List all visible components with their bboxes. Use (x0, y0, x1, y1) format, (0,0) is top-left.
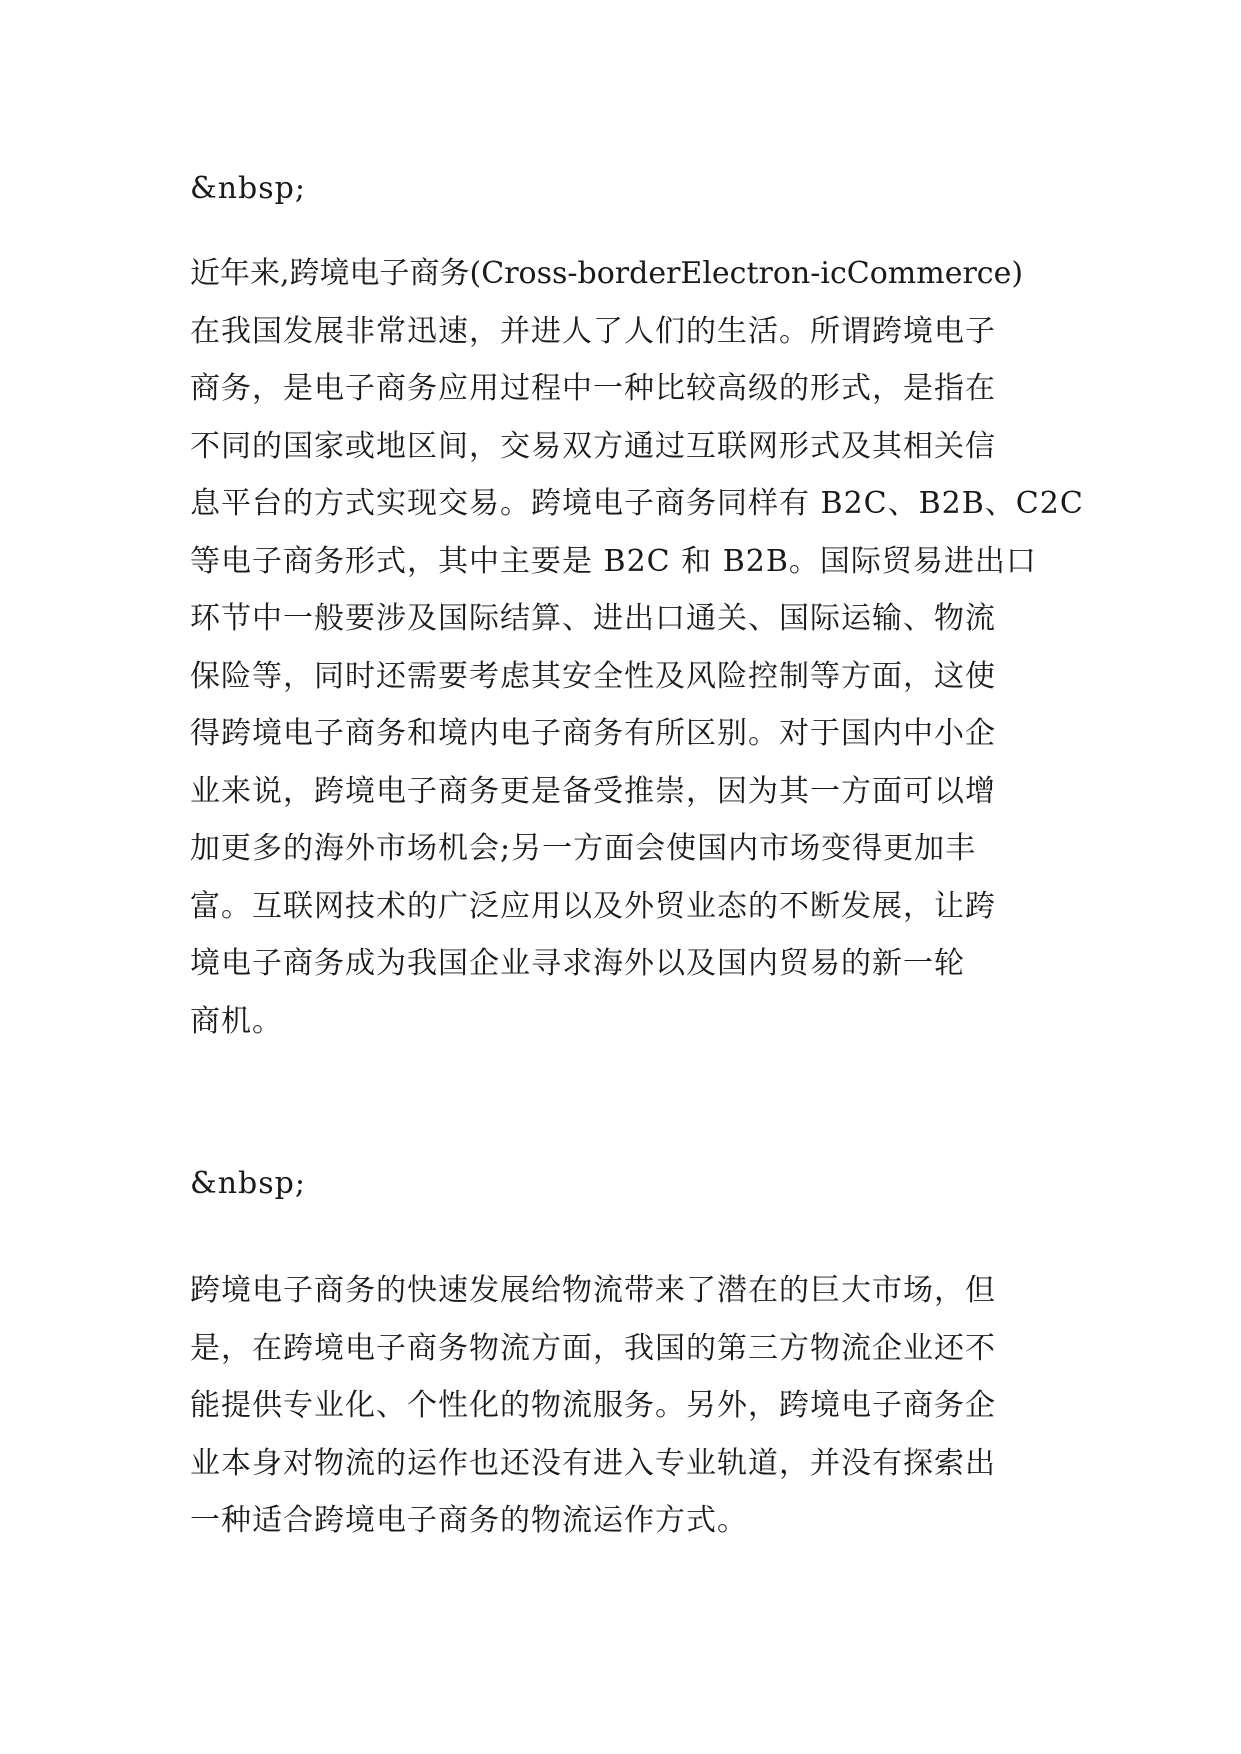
text-line: &nbsp; (190, 1166, 306, 1201)
text-line: 业来说，跨境电子商务更是备受推崇，因为其一方面可以增 (190, 773, 996, 809)
text-line: 一种适合跨境电子商务的物流运作方式。 (190, 1503, 748, 1538)
text-line: 跨境电子商务的快速发展给物流带来了潜在的巨大市场，但 (190, 1273, 996, 1308)
text-line: 境电子商务成为我国企业寻求海外以及国内贸易的新一轮 (190, 946, 965, 981)
text-line: 能提供专业化、个性化的物流服务。另外，跨境电子商务企 (190, 1388, 996, 1423)
text-line: 等电子商务形式，其中主要是 B2C 和 B2B。国际贸易进出口 (190, 543, 1037, 579)
text-line: 息平台的方式实现交易。跨境电子商务同样有 B2C、B2B、C2C (190, 486, 1084, 521)
text-line: &nbsp; (190, 171, 306, 206)
text-line: 加更多的海外市场机会;另一方面会使国内市场变得更加丰 (190, 831, 977, 866)
text-line: 商务，是电子商务应用过程中一种比较高级的形式，是指在 (190, 371, 996, 406)
text-line: 近年来,跨境电子商务(Cross-borderElectron-icCommerce) (190, 256, 1024, 291)
text-line: 业本身对物流的运作也还没有进入专业轨道，并没有探索出 (190, 1445, 996, 1481)
text-line: 在我国发展非常迅速，并进人了人们的生活。所谓跨境电子 (190, 313, 996, 349)
text-line: 保险等，同时还需要考虑其安全性及风险控制等方面，这使 (190, 658, 996, 694)
text-line: 商机。 (190, 1003, 283, 1039)
nbsp-placeholder-1 (190, 160, 1050, 218)
text-line: 富。互联网技术的广泛应用以及外贸业态的不断发展，让跨 (190, 888, 996, 924)
text-line: 环节中一般要涉及国际结算、进出口通关、国际运输、物流 (190, 601, 996, 636)
nbsp-placeholder-2 (190, 1155, 1050, 1213)
paragraph-logistics (190, 1262, 1050, 1550)
text-line: 不同的国家或地区间，交易双方通过互联网形式及其相关信 (190, 428, 996, 464)
text-line: 得跨境电子商务和境内电子商务有所区别。对于国内中小企 (190, 716, 996, 751)
paragraph-cross-border-intro (190, 245, 1084, 1050)
text-line: 是，在跨境电子商务物流方面，我国的第三方物流企业还不 (190, 1330, 996, 1366)
